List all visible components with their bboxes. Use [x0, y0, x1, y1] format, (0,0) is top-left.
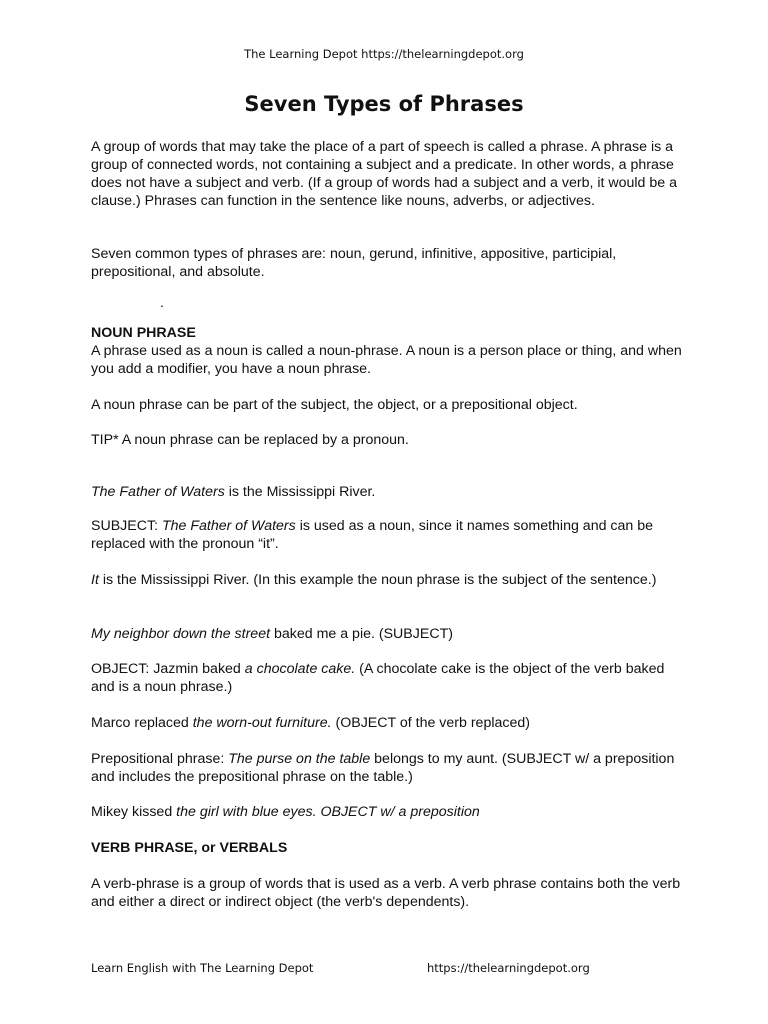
neighbor-rest: baked me a pie. (SUBJECT) — [270, 626, 453, 642]
neighbor-phrase: My neighbor down the street — [91, 626, 271, 642]
object-example — [91, 660, 691, 696]
noun-phrase-definition: A phrase used as a noun is called a noun-phrase. A noun is a person place or thing, and when you add a modifier, you have a noun phrase. — [91, 343, 682, 377]
intro-paragraph-2 — [91, 245, 691, 281]
example-phrase: The Father of Waters — [91, 484, 225, 500]
marco-example — [91, 714, 691, 732]
object-rest: (A chocolate cake is the object of the verb baked and is a noun phrase.) — [91, 661, 665, 695]
prep-label: Prepositional phrase: — [91, 751, 229, 767]
pronoun-it: It — [91, 572, 99, 588]
page-header: The Learning Depot https://thelearningdepot.org — [244, 47, 524, 61]
noun-phrase-section — [91, 324, 691, 378]
noun-phrase-tip — [91, 431, 691, 449]
verb-phrase-section — [91, 839, 691, 857]
mikey-example — [91, 803, 691, 821]
noun-phrase-part — [91, 396, 691, 414]
page-title: Seven Types of Phrases — [244, 92, 524, 116]
stray-dot: . — [160, 294, 164, 310]
intro-paragraph-1 — [91, 138, 691, 210]
noun-phrase-part-text: A noun phrase can be part of the subject, the object, or a prepositional object. — [91, 397, 578, 413]
mikey-start: Mikey kissed — [91, 804, 177, 820]
intro-text-1: A group of words that may take the place of a part of speech is called a phrase. A phrase is a group of connected words, not containing a subject and a predicate. In other words, a phrase does not have a subject and verb. (If a group of words had a subject and a verb, it would be a clause.) Phrases can function in the sentence like nouns, adverbs, or adjectives. — [91, 139, 677, 209]
object-label: OBJECT: Jazmin baked — [91, 661, 245, 677]
intro-text-2: Seven common types of phrases are: noun, gerund, infinitive, appositive, participial, prepositional, and absolute. — [91, 246, 617, 280]
marco-start: Marco replaced — [91, 715, 193, 731]
example-father-of-waters — [91, 483, 691, 501]
footer-link[interactable]: https://thelearningdepot.org — [427, 961, 590, 975]
pronoun-example — [91, 571, 691, 589]
verb-phrase-def-text: A verb-phrase is a group of words that is used as a verb. A verb phrase contains both the verb and either a direct or indirect object (the verb's dependents). — [91, 876, 681, 910]
marco-rest: (OBJECT of the verb replaced) — [331, 715, 530, 731]
noun-phrase-tip-text: TIP* A noun phrase can be replaced by a pronoun. — [91, 432, 409, 448]
example-rest: is the Mississippi River. — [224, 484, 376, 500]
noun-phrase-heading: NOUN PHRASE — [91, 325, 196, 341]
marco-phrase: the worn-out furniture. — [192, 715, 332, 731]
subject-explanation — [91, 517, 691, 553]
pronoun-rest: is the Mississippi River. (In this example the noun phrase is the subject of the sentence.) — [98, 572, 657, 588]
object-phrase: a chocolate cake. — [244, 661, 356, 677]
subject-label: SUBJECT: — [91, 518, 162, 534]
prepositional-example — [91, 750, 691, 786]
verb-phrase-heading: VERB PHRASE, or VERBALS — [91, 840, 288, 856]
prep-phrase: The purse on the table — [228, 751, 371, 767]
prep-rest: belongs to my aunt. (SUBJECT w/ a preposition and includes the prepositional phrase on the table.) — [91, 751, 675, 785]
mikey-phrase: the girl with blue eyes. OBJECT w/ a preposition — [176, 804, 480, 820]
subject-rest: is used as a noun, since it names something and can be replaced with the pronoun “it”. — [91, 518, 654, 552]
footer-left-text: Learn English with The Learning Depot — [91, 961, 314, 975]
subject-phrase: The Father of Waters — [161, 518, 296, 534]
verb-phrase-definition — [91, 875, 691, 911]
neighbor-example — [91, 625, 691, 643]
